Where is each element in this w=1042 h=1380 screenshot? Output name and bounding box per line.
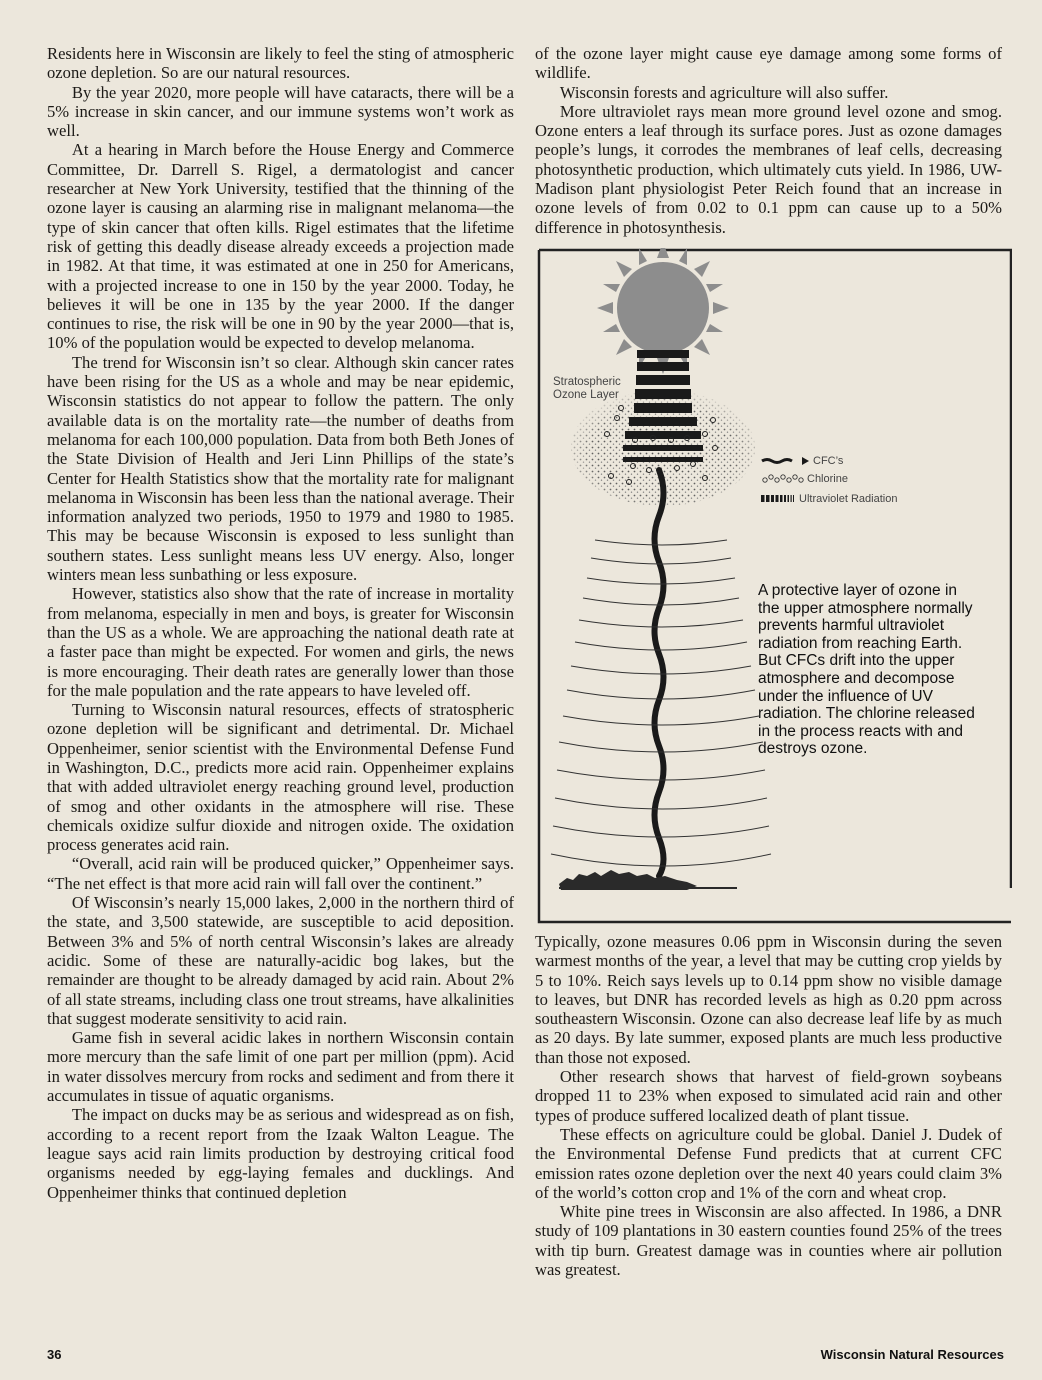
paragraph: Turning to Wisconsin natural resources, effects of stratospheric ozone depletion will be significant and detrimental. Dr. Michael Oppenheimer, senior scientist with the Environmental Defense Fund in Washington, D.C., predicts more acid rain. Oppenheimer explains that with added ultraviolet energy reaching ground level, production of smog and other oxidants in the atmosphere will rise. These chemicals oxidize sulfur dioxide and nitrogen oxide. The oxidation process generates acid rain. <box>47 700 514 855</box>
legend-chlorine-label: Chlorine <box>807 473 848 485</box>
page-number: 36 <box>47 1347 62 1362</box>
paragraph: By the year 2020, more people will have cataracts, there will be a 5% increase in skin cancer, and our immune systems won’t work as well. <box>47 82 514 141</box>
paragraph: Residents here in Wisconsin are likely to feel the sting of atmospheric ozone depletion. So are our natural resources. <box>47 44 514 83</box>
paragraph: Typically, ozone measures 0.06 ppm in Wisconsin during the seven warmest months of the year, a level that may be cutting crop yields by 5 to 10%. Reich says levels up to 0.14 ppm show no visible damage to leaves, but DNR has recorded levels as high as 0.20 ppm across southeastern Wisconsin. Ozone can also decrease leaf life by as much as 20 days. By late summer, exposed plants are much less productive than those not exposed. <box>535 932 1002 1067</box>
legend-uv-label: Ultraviolet Radiation <box>799 493 898 505</box>
ozone-layer-label: Stratospheric Ozone Layer <box>553 376 621 401</box>
ozone-diagram <box>537 248 1012 924</box>
paragraph: “Overall, acid rain will be produced quicker,” Oppenheimer says. “The net effect is that more acid rain will fall over the continent.” <box>47 854 514 893</box>
left-column <box>47 44 514 1202</box>
paragraph: of the ozone layer might cause eye damage among some forms of wildlife. <box>535 44 1002 83</box>
paragraph: Of Wisconsin’s nearly 15,000 lakes, 2,000 in the northern third of the state, and 3,500 statewide, are susceptible to acid deposition. Between 3% and 5% of north central Wisconsin’s lakes are already acidic. Some of these are naturally-acidic bog lakes, but the remainder are thought to be already damaged by acid rain. About 2% of all state streams, including class one trout streams, have alkalinities that suggest moderate sensitivity to acid rain. <box>47 893 514 1028</box>
paragraph: Wisconsin forests and agriculture will also suffer. <box>559 82 889 102</box>
cfc-stream <box>655 470 664 876</box>
paragraph: The trend for Wisconsin isn’t so clear. Although skin cancer rates have been rising for the US as a whole and may be near epidemic, Wisconsin statistics do not appear to follow the pattern. The only available data is on the mortality rate—the number of deaths from melanoma for each 100,000 population. Data from both Beth Jones of the State Division of Health and Jeri Linn Phillips of the state’s Center for Health Statistics show that the mortality rate for malignant melanoma in Wisconsin has been less than the national average. Their information analyzed two periods, 1950 to 1979 and 1980 to 1985. This may be because Wisconsin is exposed to less sunlight than southern states. Less sunlight means less UV energy. Also, longer winters mean less sunbathing or less exposure. <box>47 352 514 585</box>
paragraph: These effects on agriculture could be global. Daniel J. Dudek of the Environmental Defense Fund predicts that at current CFC emission rates ozone depletion over the next 40 years could claim 3% of the world’s cotton crop and 1% of the corn and wheat crop. <box>535 1124 1002 1202</box>
paragraph: Other research shows that harvest of field-grown soybeans dropped 11 to 23% when exposed to simulated acid rain and other types of produce suffered localized death of plant tissue. <box>535 1067 1002 1125</box>
right-column-bottom <box>535 932 1002 1279</box>
legend-cfcs-label: CFC’s <box>813 455 844 467</box>
paragraph: At a hearing in March before the House Energy and Commerce Committee, Dr. Darrell S. Rigel, a dermatologist and cancer researcher at New York University, testified that the thinning of the ozone layer is causing an alarming rise in malignant melanoma—the type of skin cancer that often kills. Rigel estimates that the lifetime risk of getting this deadly disease already exceeds a projection made in 1982. At that time, it was estimated at one in 250 for Americans, with a projected increase to one in 150 by the year 2000. Today, he believes it will be one in 135 by the year 2000. If the danger continues to rise, the risk will be one in 90 by the year 2000—that is, 10% of the population would be expected to develop melanoma. <box>47 140 514 353</box>
right-column-top <box>535 44 1002 237</box>
paragraph: However, statistics also show that the rate of increase in mortality from melanoma, especially in men and boys, is greater for Wisconsin than the US as a whole. We are approaching the national death rate at a faster pace than might be expected. For women and girls, the news is more encouraging. Their death rates are generally lower than those for the male population and the rate appears to have leveled off. <box>47 584 514 700</box>
paragraph: White pine trees in Wisconsin are also affected. In 1986, a DNR study of 109 plantations in 30 eastern counties found 25% of the trees with tip burn. Greatest damage was in counties where air pollution was greatest. <box>535 1202 1002 1280</box>
uv-radiation-bars <box>623 350 703 462</box>
legend-uv <box>799 492 897 506</box>
figure-caption: A protective layer of ozone in the upper atmosphere normally prevents harmful ultraviolet radiation from reaching Earth. But CFCs drift into the upper atmosphere and decompose under the influence of UV radiation. The chlorine released in the process reacts with and destroys ozone. <box>758 582 975 758</box>
legend-chlorine <box>807 472 848 486</box>
publication-name: Wisconsin Natural Resources <box>820 1347 1004 1362</box>
paragraph: More ultraviolet rays mean more ground level ozone and smog. Ozone enters a leaf through its surface pores. Just as ozone damages people’s lungs, it corrodes the membranes of leaf cells, decreasing photosynthetic production, which ultimately cuts yield. In 1986, UW-Madison plant physiologist Peter Reich found that an increase in ozone levels of from 0.02 to 0.1 ppm can cause up to a 50% difference in photosynthesis. <box>535 101 1002 237</box>
paragraph: Game fish in several acidic lakes in northern Wisconsin contain more mercury than the safe limit of one part per million (ppm). Acid in water dissolves mercury from rocks and sediment and from there it accumulates in tissue of aquatic organisms. <box>47 1028 514 1106</box>
paragraph: The impact on ducks may be as serious and widespread as on fish, according to a recent report from the Izaak Walton League. The league says acid rain limits production by destroying critical food organisms needed by egg-laying females and ducklings. And Oppenheimer thinks that continued depletion <box>47 1105 514 1202</box>
legend-cfcs <box>813 454 843 468</box>
